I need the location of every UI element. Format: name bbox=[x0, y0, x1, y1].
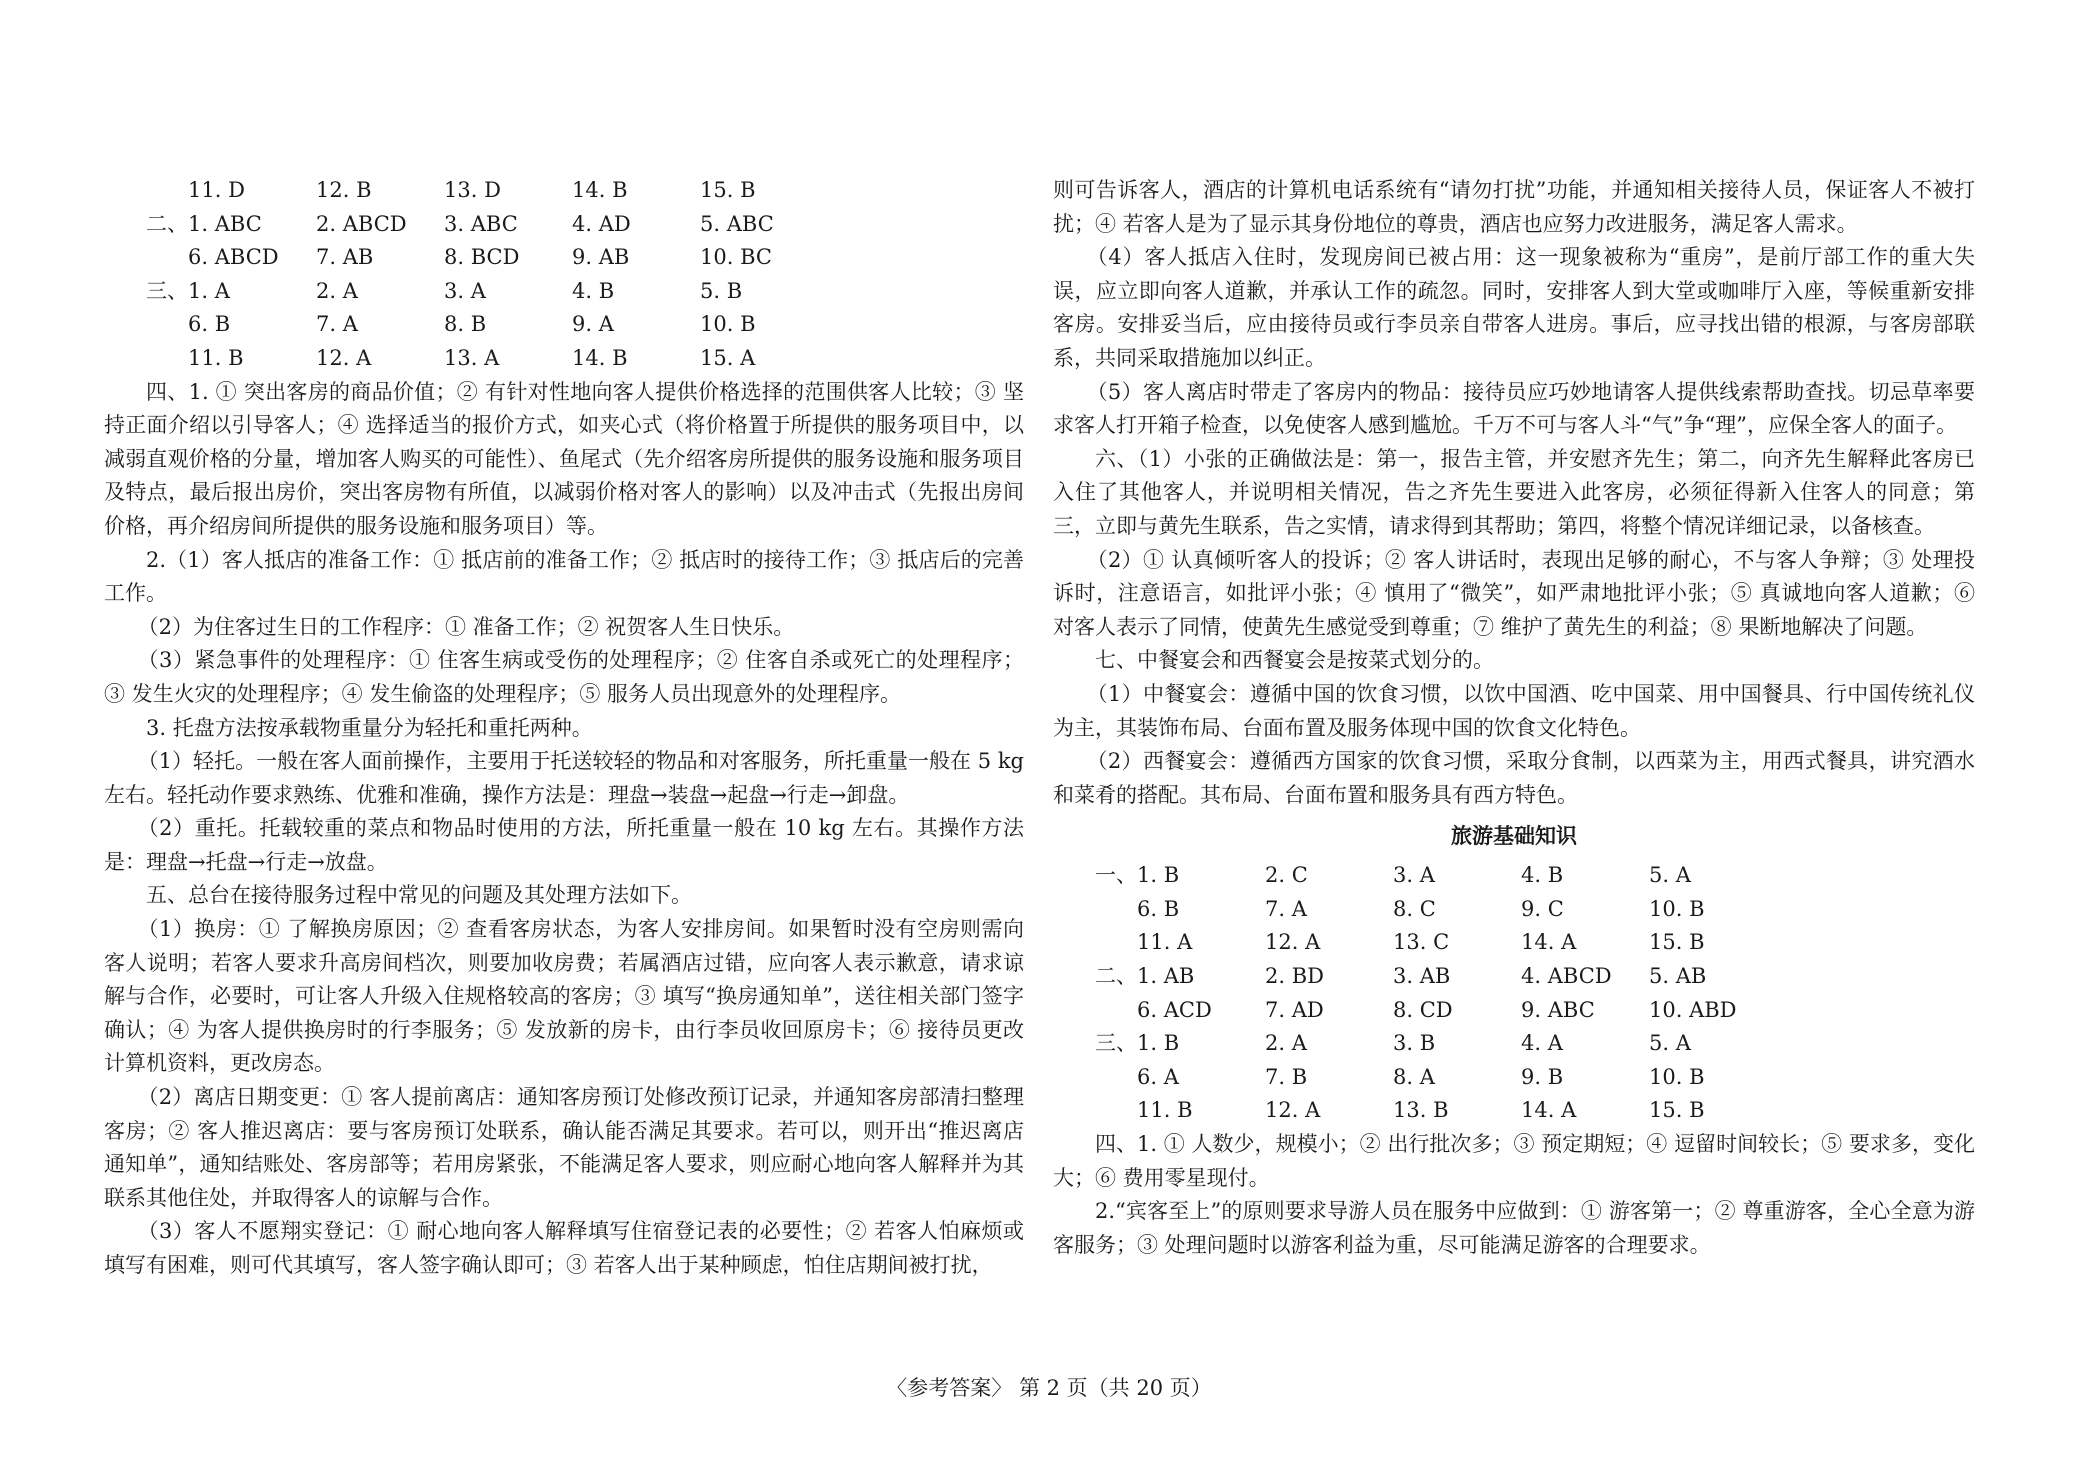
answer-cell: 3. A bbox=[1393, 863, 1435, 888]
row-label: 三、 bbox=[146, 278, 188, 303]
answer-cell: 3. A bbox=[444, 278, 486, 303]
section-title: 旅游基础知识 bbox=[1451, 824, 1577, 849]
answer-paragraph: 七、中餐宴会和西餐宴会是按菜式划分的。 bbox=[1095, 648, 1494, 673]
row-label bbox=[146, 241, 188, 275]
answer-cell: 14. A bbox=[1521, 1098, 1577, 1123]
answer-row bbox=[1053, 960, 1975, 994]
row-label bbox=[1095, 1061, 1137, 1095]
answer-paragraph: 则可告诉客人，酒店的计算机电话系统有“请勿打扰”功能，并通知相关接待人员，保证客人不被打扰；④ 若客人是为了显示其身份地位的尊贵，酒店也应努力改进服务，满足客人需求。 bbox=[1053, 178, 1975, 236]
answer-row bbox=[1053, 1027, 1975, 1061]
answer-cell: 7. A bbox=[316, 312, 358, 337]
answer-cell: 8. BCD bbox=[444, 245, 520, 270]
answer-cell: 8. CD bbox=[1393, 997, 1453, 1022]
answer-cell: 9. AB bbox=[572, 245, 630, 270]
answer-cell: 5. ABC bbox=[700, 211, 774, 236]
answer-cell: 14. B bbox=[572, 178, 628, 202]
answer-cell: 15. B bbox=[700, 178, 756, 202]
answer-cell: 4. B bbox=[1521, 863, 1564, 888]
row-label bbox=[1095, 994, 1137, 1028]
answer-cell: 6. B bbox=[1137, 896, 1180, 921]
answer-paragraph: 四、1. ① 突出客房的商品价值；② 有针对性地向客人提供价格选择的范围供客人比较；③ 坚持正面介绍以引导客人；④ 选择适当的报价方式，如夹心式（将价格置于所提供的服务项目中，以减弱直观价格的分量，增加客人购买的可能性）、鱼尾式（先介绍客房所提供的服务设施和服务项目及特点，最后报出房价，突出客房物有所值，以减弱价格对客人的影响）以及冲击式（先报出房间价格，再介绍房间所提供的服务设施和服务项目）等。 bbox=[104, 379, 1024, 538]
answer-cell: 15. B bbox=[1649, 930, 1705, 955]
answer-cell: 2. BD bbox=[1265, 964, 1324, 989]
answer-paragraph: 3. 托盘方法按承载物重量分为轻托和重托两种。 bbox=[146, 715, 593, 740]
answer-cell: 6. ACD bbox=[1137, 997, 1212, 1022]
answer-paragraph: （3）客人不愿翔实登记：① 耐心地向客人解释填写住宿登记表的必要性；② 若客人怕麻烦或填写有困难，则可代其填写，客人签字确认即可；③ 若客人出于某种顾虑，怕住店期间被打扰， bbox=[104, 1219, 1024, 1277]
answer-cell: 7. B bbox=[1265, 1064, 1308, 1089]
answer-cell: 12. A bbox=[1265, 1098, 1321, 1123]
answer-cell: 10. B bbox=[700, 312, 756, 337]
left-column bbox=[104, 174, 1024, 1283]
page-footer: 〈参考答案〉 第 2 页（共 20 页） bbox=[886, 1376, 1212, 1400]
answer-cell: 9. B bbox=[1521, 1064, 1564, 1089]
row-label bbox=[146, 174, 188, 208]
answer-cell: 10. ABD bbox=[1649, 997, 1737, 1022]
answer-paragraph: （2）① 认真倾听客人的投诉；② 客人讲话时，表现出足够的耐心，不与客人争辩；③ 处理投诉时，注意语言，如批评小张；④ 慎用了“微笑”，如严肃地批评小张；⑤ 真诚地向客人道歉；⑥ 对客人表示了同情，使黄先生感觉受到尊重；⑦ 维护了黄先生的利益；⑧ 果断地解决了问题。 bbox=[1053, 547, 1975, 639]
answer-cell: 14. B bbox=[572, 345, 628, 370]
answer-cell: 8. B bbox=[444, 312, 487, 337]
answer-cell: 5. AB bbox=[1649, 964, 1707, 989]
answer-cell: 2. A bbox=[316, 278, 358, 303]
row-label: 二、 bbox=[146, 211, 188, 236]
row-label bbox=[1095, 926, 1137, 960]
answer-cell: 7. A bbox=[1265, 896, 1307, 921]
answer-cell: 1. A bbox=[188, 278, 230, 303]
answer-cell: 10. B bbox=[1649, 1064, 1705, 1089]
answer-paragraph: 2.“宾客至上”的原则要求导游人员在服务中应做到：① 游客第一；② 尊重游客，全心全意为游客服务；③ 处理问题时以游客利益为重，尽可能满足游客的合理要求。 bbox=[1053, 1199, 1975, 1257]
answer-row bbox=[1053, 1061, 1975, 1095]
answer-row bbox=[1053, 893, 1975, 927]
answer-paragraph: 五、总台在接待服务过程中常见的问题及其处理方法如下。 bbox=[146, 883, 692, 908]
answer-cell: 4. AD bbox=[572, 211, 631, 236]
answer-cell: 15. B bbox=[1649, 1098, 1705, 1123]
row-label bbox=[1095, 893, 1137, 927]
answer-cell: 2. ABCD bbox=[316, 211, 407, 236]
answer-cell: 9. A bbox=[572, 312, 614, 337]
answer-cell: 6. ABCD bbox=[188, 245, 279, 270]
answer-cell: 11. B bbox=[188, 345, 244, 370]
answer-row bbox=[1053, 859, 1975, 893]
answer-row bbox=[104, 208, 1024, 242]
answer-cell: 8. C bbox=[1393, 896, 1436, 921]
answer-cell: 4. B bbox=[572, 278, 615, 303]
answer-cell: 13. D bbox=[444, 178, 501, 202]
row-label bbox=[146, 308, 188, 342]
answer-cell: 1. B bbox=[1137, 863, 1180, 888]
answer-cell: 7. AD bbox=[1265, 997, 1324, 1022]
answer-cell: 2. C bbox=[1265, 863, 1308, 888]
answer-cell: 5. A bbox=[1649, 863, 1691, 888]
answer-row bbox=[104, 241, 1024, 275]
answer-cell: 6. B bbox=[188, 312, 231, 337]
answer-row bbox=[104, 275, 1024, 309]
answer-cell: 13. A bbox=[444, 345, 500, 370]
answer-cell: 12. B bbox=[316, 178, 372, 202]
answer-paragraph: （2）离店日期变更：① 客人提前离店：通知客房预订处修改预订记录，并通知客房部清扫整理客房；② 客人推迟离店：要与客房预订处联系，确认能否满足其要求。若可以，则开出“推迟离店通知单”，通知结账处、客房部等；若用房紧张，不能满足客人要求，则应耐心地向客人解释并为其联系其他住处，并取得客人的谅解与合作。 bbox=[104, 1085, 1024, 1210]
row-label: 三、 bbox=[1095, 1031, 1137, 1056]
answer-cell: 7. AB bbox=[316, 245, 374, 270]
answer-cell: 13. B bbox=[1393, 1098, 1449, 1123]
answer-cell: 13. C bbox=[1393, 930, 1450, 955]
answer-cell: 4. A bbox=[1521, 1031, 1563, 1056]
row-label bbox=[146, 342, 188, 376]
answer-paragraph: 六、（1）小张的正确做法是：第一，报告主管，并安慰齐先生；第二，向齐先生解释此客房已入住了其他客人，并说明相关情况，告之齐先生要进入此客房，必须征得新入住客人的同意；第三，立即与黄先生联系，告之实情，请求得到其帮助；第四，将整个情况详细记录，以备核查。 bbox=[1053, 446, 1975, 538]
answer-cell: 9. ABC bbox=[1521, 997, 1595, 1022]
answer-cell: 5. A bbox=[1649, 1031, 1691, 1056]
answer-paragraph: （2）为住客过生日的工作程序：① 准备工作；② 祝贺客人生日快乐。 bbox=[137, 614, 795, 639]
answer-row bbox=[1053, 994, 1975, 1028]
answer-cell: 6. A bbox=[1137, 1064, 1179, 1089]
answer-cell: 14. A bbox=[1521, 930, 1577, 955]
answer-cell: 10. BC bbox=[700, 245, 772, 270]
row-label: 二、 bbox=[1095, 964, 1137, 989]
answer-row bbox=[104, 174, 1024, 208]
answer-row bbox=[104, 342, 1024, 376]
answer-paragraph: 2.（1）客人抵店的准备工作：① 抵店前的准备工作；② 抵店时的接待工作；③ 抵店后的完善工作。 bbox=[104, 547, 1024, 606]
answer-paragraph: （3）紧急事件的处理程序：① 住客生病或受伤的处理程序；② 住客自杀或死亡的处理程序；③ 发生火灾的处理程序；④ 发生偷盗的处理程序；⑤ 服务人员出现意外的处理程序。 bbox=[104, 648, 1024, 706]
answer-cell: 8. A bbox=[1393, 1064, 1435, 1089]
answer-cell: 1. B bbox=[1137, 1031, 1180, 1056]
answer-row bbox=[1053, 1094, 1975, 1128]
answer-cell: 3. B bbox=[1393, 1031, 1436, 1056]
answer-paragraph: （5）客人离店时带走了客房内的物品：接待员应巧妙地请客人提供线索帮助查找。切忌草率要求客人打开箱子检查，以免使客人感到尴尬。千万不可与客人斗“气”争“理”，应保全客人的面子。 bbox=[1053, 379, 1975, 438]
answer-cell: 1. AB bbox=[1137, 964, 1195, 989]
answer-cell: 12. A bbox=[316, 345, 372, 370]
answer-cell: 1. ABC bbox=[188, 211, 262, 236]
answer-cell: 3. ABC bbox=[444, 211, 518, 236]
answer-row bbox=[104, 308, 1024, 342]
answer-row bbox=[1053, 926, 1975, 960]
row-label: 一、 bbox=[1095, 863, 1137, 888]
answer-cell: 11. A bbox=[1137, 930, 1193, 955]
answer-cell: 11. D bbox=[188, 178, 245, 202]
answer-cell: 2. A bbox=[1265, 1031, 1307, 1056]
answer-cell: 11. B bbox=[1137, 1098, 1193, 1123]
answer-cell: 15. A bbox=[700, 345, 756, 370]
answer-cell: 12. A bbox=[1265, 930, 1321, 955]
row-label bbox=[1095, 1094, 1137, 1128]
answer-paragraph: 四、1. ① 人数少，规模小；② 出行批次多；③ 预定期短；④ 逗留时间较长；⑤ 要求多，变化大；⑥ 费用零星现付。 bbox=[1053, 1132, 1975, 1190]
answer-paragraph: （4）客人抵店入住时，发现房间已被占用：这一现象被称为“重房”，是前厅部工作的重大失误，应立即向客人道歉，并承认工作的疏忽。同时，安排客人到大堂或咖啡厅入座，等候重新安排客房。安排妥当后，应由接待员或行李员亲自带客人进房。事后，应寻找出错的根源，与客房部联系，共同采取措施加以纠正。 bbox=[1053, 245, 1975, 370]
answer-cell: 5. B bbox=[700, 278, 743, 303]
answer-cell: 9. C bbox=[1521, 896, 1564, 921]
answer-paragraph: （1）中餐宴会：遵循中国的饮食习惯，以饮中国酒、吃中国菜、用中国餐具、行中国传统礼仪为主，其装饰布局、台面布置及服务体现中国的饮食文化特色。 bbox=[1053, 681, 1975, 740]
answer-cell: 4. ABCD bbox=[1521, 964, 1612, 989]
answer-paragraph: （2）西餐宴会：遵循西方国家的饮食习惯，采取分食制，以西菜为主，用西式餐具，讲究酒水和菜肴的搭配。其布局、台面布置和服务具有西方特色。 bbox=[1053, 749, 1975, 807]
answer-cell: 3. AB bbox=[1393, 964, 1451, 989]
right-column bbox=[1053, 174, 1975, 1262]
answer-cell: 10. B bbox=[1649, 896, 1705, 921]
answer-paragraph: （1）轻托。一般在客人面前操作，主要用于托送较轻的物品和对客服务，所托重量一般在 5 kg 左右。轻托动作要求熟练、优雅和准确，操作方法是：理盘→装盘→起盘→行走→卸盘。 bbox=[104, 749, 1024, 807]
answer-paragraph: （1）换房：① 了解换房原因；② 查看客房状态，为客人安排房间。如果暂时没有空房则需向客人说明；若客人要求升高房间档次，则要加收房费；若属酒店过错，应向客人表示歉意，请求谅解与合作，必要时，可让客人升级入住规格较高的客房；③ 填写“换房通知单”，送往相关部门签字确认；④ 为客人提供换房时的行李服务；⑤ 发放新的房卡，由行李员收回原房卡；⑥ 接待员更改计算机资料，更改房态。 bbox=[104, 917, 1024, 1076]
answer-paragraph: （2）重托。托载较重的菜点和物品时使用的方法，所托重量一般在 10 kg 左右。其操作方法是：理盘→托盘→行走→放盘。 bbox=[104, 816, 1024, 874]
